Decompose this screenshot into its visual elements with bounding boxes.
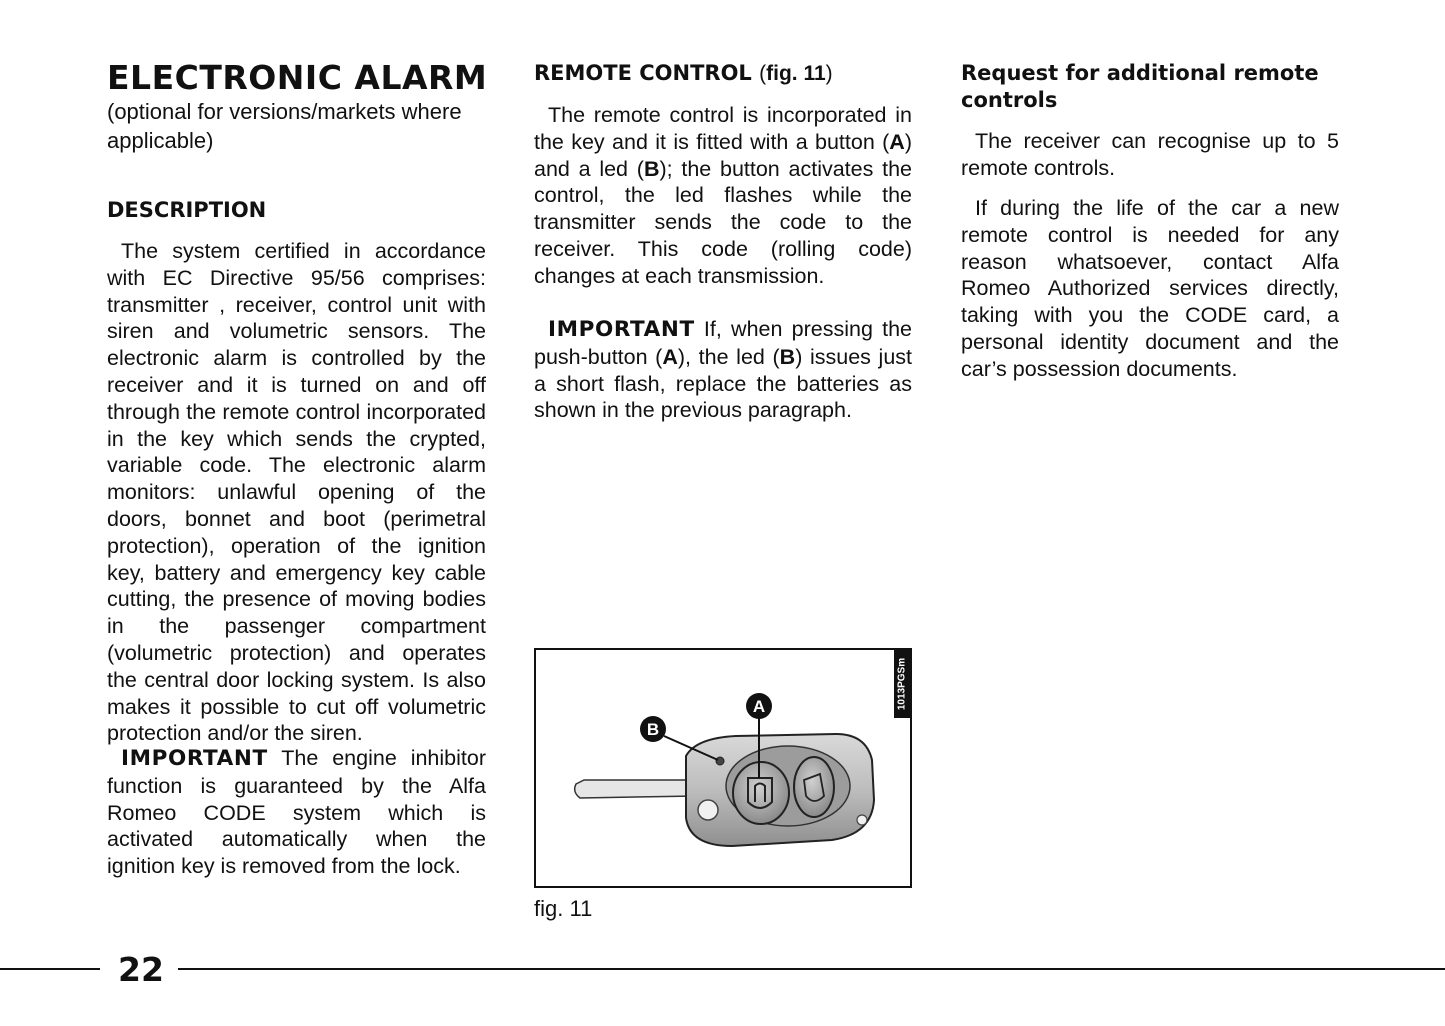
remote-control-description: The remote control is incorporated in the key and it is fitted with a button (A) and a led (B); the button activates the control, the led flashes while the transmitter sends the code to the receiver. This code (rolling code) changes at each transmission. [534,103,912,288]
key-ring-hole [698,800,718,820]
remote-control-heading [534,60,833,87]
ref-button-a: A [889,129,905,154]
page-title: ELECTRONIC ALARM [107,58,488,97]
ref-led-b: B [779,344,796,369]
callout-b: B [646,720,660,739]
figure-remote-key [534,648,912,888]
unlock-button [794,757,834,817]
lock-button [733,762,789,824]
ref-button-a: A [662,344,678,369]
remote-control-heading-text: REMOTE CONTROL [534,61,752,85]
important-note-battery: IMPORTANT If, when pressing the push-button (A), the led (B) issues just a short flash, replace the batteries as shown in the previous paragraph. [534,317,912,423]
description-paragraph: The system certified in accordance with EC Directive 95/56 comprises: transmitter , receiver, control unit with siren and volumetric sensors. The electronic alarm is controlled by the receiver and it is turned on and off through the remote control incorporated in the key which sends the crypted, variable code. The electronic alarm monitors: unlawful opening of the doors, bonnet and boot (perimetral protection), operation of the ignition key, battery and emergency key cable cutting, the presence of moving bodies in the passenger compartment (volumetric protection) and operates the central door locking system. Is also makes it possible to cut off volumetric protection and/or the siren. [107,239,486,746]
description-heading: DESCRIPTION [107,198,267,222]
new-remote-paragraph: If during the life of the car a new remote control is needed for any reason whatsoever, contact Alfa Romeo Authorized services directly, taking with you the CODE card, a personal identity document and the car’s possession documents. [961,196,1339,381]
led-indicator [716,757,724,765]
receiver-capacity-paragraph: The receiver can recognise up to 5 remote controls. [961,129,1339,180]
page-number: 22 [118,950,164,989]
footer-rule-left [0,968,100,970]
important-label: IMPORTANT [121,746,268,771]
additional-remotes-heading: Request for additional remote controls [961,61,1319,112]
key-blade [575,780,696,798]
figure-caption: fig. 11 [534,896,593,921]
figure-reference: (fig. 11) [759,62,833,85]
important-label: IMPORTANT [548,317,695,342]
important-note-engine-inhibitor [107,745,486,880]
important-text: The engine inhibitor function is guaranteed by the Alfa Romeo CODE system which is activated automatically when the ignition key is removed from the lock. [107,746,486,879]
title-note: (optional for versions/markets where applicable) [107,99,462,153]
key-illustration [536,650,910,886]
figure-code-tag: 1013PGSm [894,650,910,718]
ref-led-b: B [643,156,660,181]
footer-rule-right [178,968,1445,970]
callout-a: A [752,697,766,716]
